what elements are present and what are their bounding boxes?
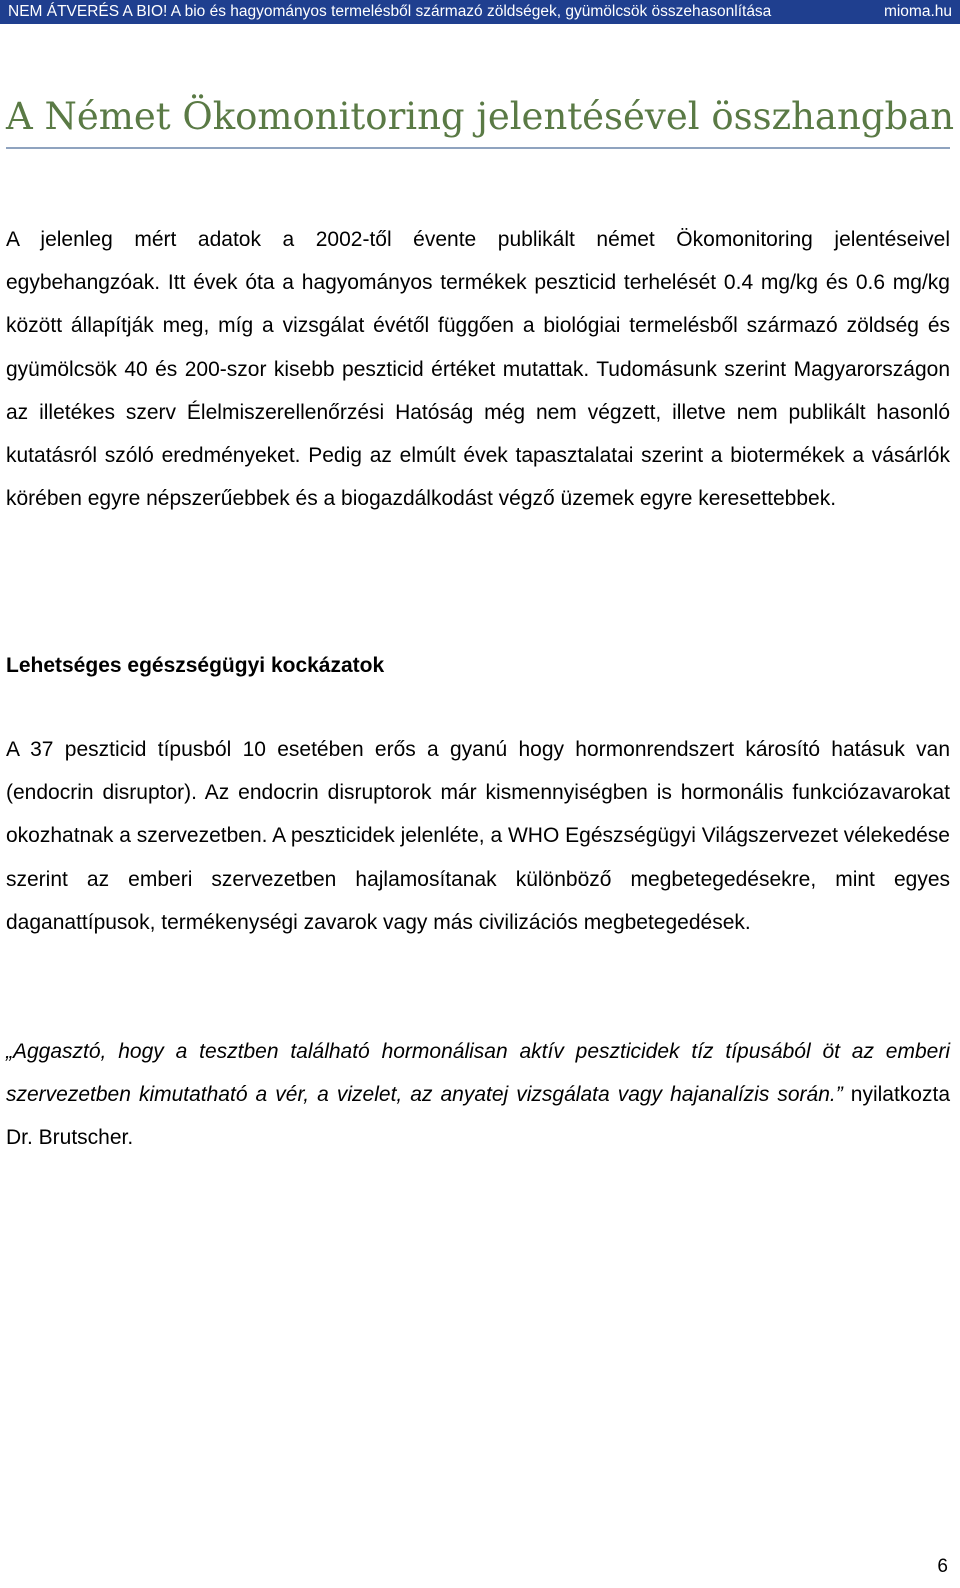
title-underline bbox=[6, 147, 950, 149]
subheading-health-risks: Lehetséges egészségügyi kockázatok bbox=[6, 654, 385, 677]
quote-text: „Aggasztó, hogy a tesztben található hormonálisan aktív peszticidek tíz típusából öt az emberi szervezetben kimutatható a vér, a vizelet, az anyatej vizsgálata vagy hajanalízis során.” bbox=[6, 1040, 950, 1107]
header-title: NEM ÁTVERÉS A BIO! A bio és hagyományos termelésből származó zöldségek, gyümölcsök összehasonlítása bbox=[8, 3, 772, 20]
quote-paragraph bbox=[6, 1030, 950, 1160]
body-paragraph-health-risks: A 37 peszticid típusból 10 esetében erős a gyanú hogy hormonrendszert károsító hatásuk van (endocrin disruptor). Az endocrin disruptorok már kismennyiségben is hormonális funkciózavarokat okozhatnak a szervezetben. A peszticidek jelenléte, a WHO Egészségügyi Világszervezet vélekedése szerint az emberi szervezetben hajlamosítanak különböző megbetegedésekre, mint egyes daganattípusok, termékenységi zavarok vagy más civilizációs megbetegedések. bbox=[6, 738, 950, 934]
page-number: 6 bbox=[937, 1556, 948, 1577]
section-title: A Német Ökomonitoring jelentésével összhangban bbox=[6, 95, 955, 138]
header-site: mioma.hu bbox=[883, 3, 952, 20]
page-header bbox=[0, 0, 960, 24]
body-paragraph-ecomonitoring: A jelenleg mért adatok a 2002-től évente publikált német Ökomonitoring jelentéseivel egybehangzóak. Itt évek óta a hagyományos termékek peszticid terhelését 0.4 mg/kg és 0.6 mg/kg között állapítják meg, míg a vizsgálat évétől függően a biológiai termelésből származó zöldség és gyümölcsök 40 és 200-szor kisebb peszticid értéket mutattak. Tudomásunk szerint Magyarországon az illetékes szerv Élelmiszerellenőrzési Hatóság még nem végzett, illetve nem publikált hasonló kutatásról szóló eredményeket. Pedig az elmúlt évek tapasztalatai szerint a biotermékek a vásárlók körében egyre népszerűebbek és a biogazdálkodást végző üzemek egyre keresettebbek. bbox=[6, 228, 950, 511]
quote-attribution: nyilatkozta Dr. Brutscher. bbox=[6, 1083, 950, 1150]
